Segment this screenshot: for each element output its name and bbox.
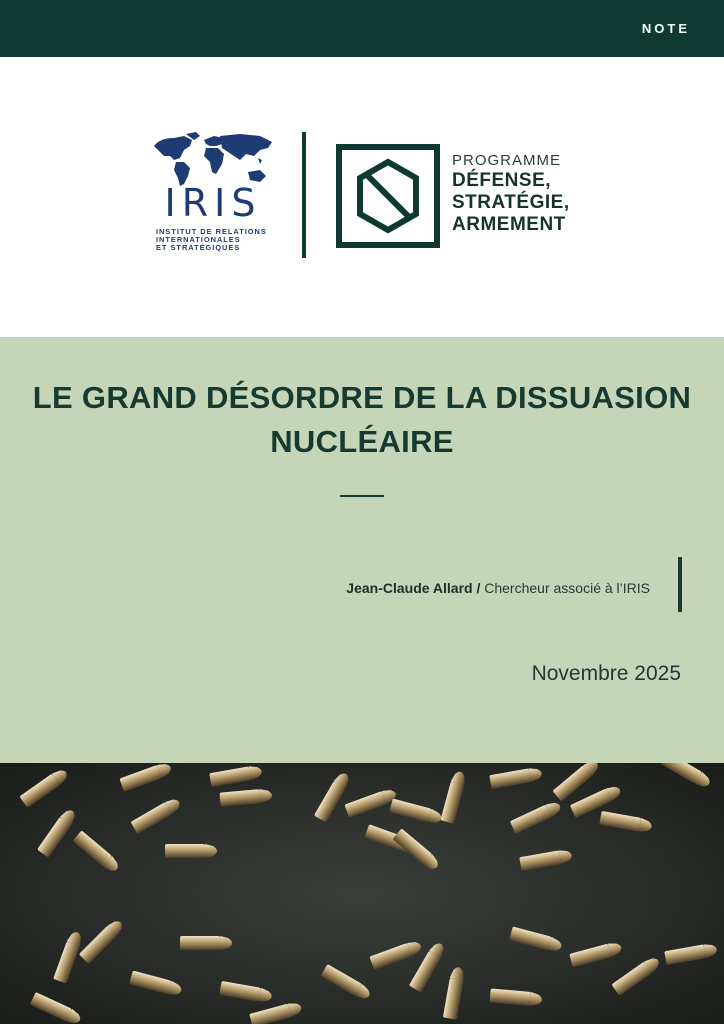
- programme-label: PROGRAMME: [452, 152, 562, 169]
- programme-line-3: ARMEMENT: [452, 214, 566, 235]
- publication-date: Novembre 2025: [531, 662, 681, 685]
- note-label: NOTE: [641, 21, 690, 36]
- bullets-photo: [0, 763, 724, 1024]
- iris-wordmark: IRIS: [164, 181, 262, 225]
- logo-divider: [302, 132, 306, 258]
- author-role: Chercheur associé à l’IRIS: [484, 580, 650, 596]
- author-name: Jean-Claude Allard: [346, 580, 473, 596]
- iris-subtitle: INSTITUT DE RELATIONS INTERNATIONALES ET STRATÉGIQUES: [156, 227, 267, 252]
- iris-logo: [150, 132, 276, 260]
- author-bar: [678, 557, 682, 612]
- document-title: [30, 376, 694, 464]
- author-separator: /: [472, 580, 485, 596]
- programme-line-2: STRATÉGIE,: [452, 192, 570, 213]
- programme-title: [452, 152, 570, 236]
- bullet-cartridge: [180, 936, 232, 950]
- hexagon-slash-icon: [336, 144, 440, 248]
- programme-line-1: DÉFENSE,: [452, 170, 552, 191]
- title-line-1: LE GRAND DÉSORDRE DE LA DISSUASION: [32, 380, 692, 415]
- title-rule: [340, 495, 384, 497]
- bullet-cartridge: [165, 844, 217, 858]
- title-line-2: NUCLÉAIRE: [270, 424, 454, 459]
- top-banner: [0, 0, 724, 57]
- author-line: [346, 580, 650, 596]
- world-map-icon: [150, 132, 276, 188]
